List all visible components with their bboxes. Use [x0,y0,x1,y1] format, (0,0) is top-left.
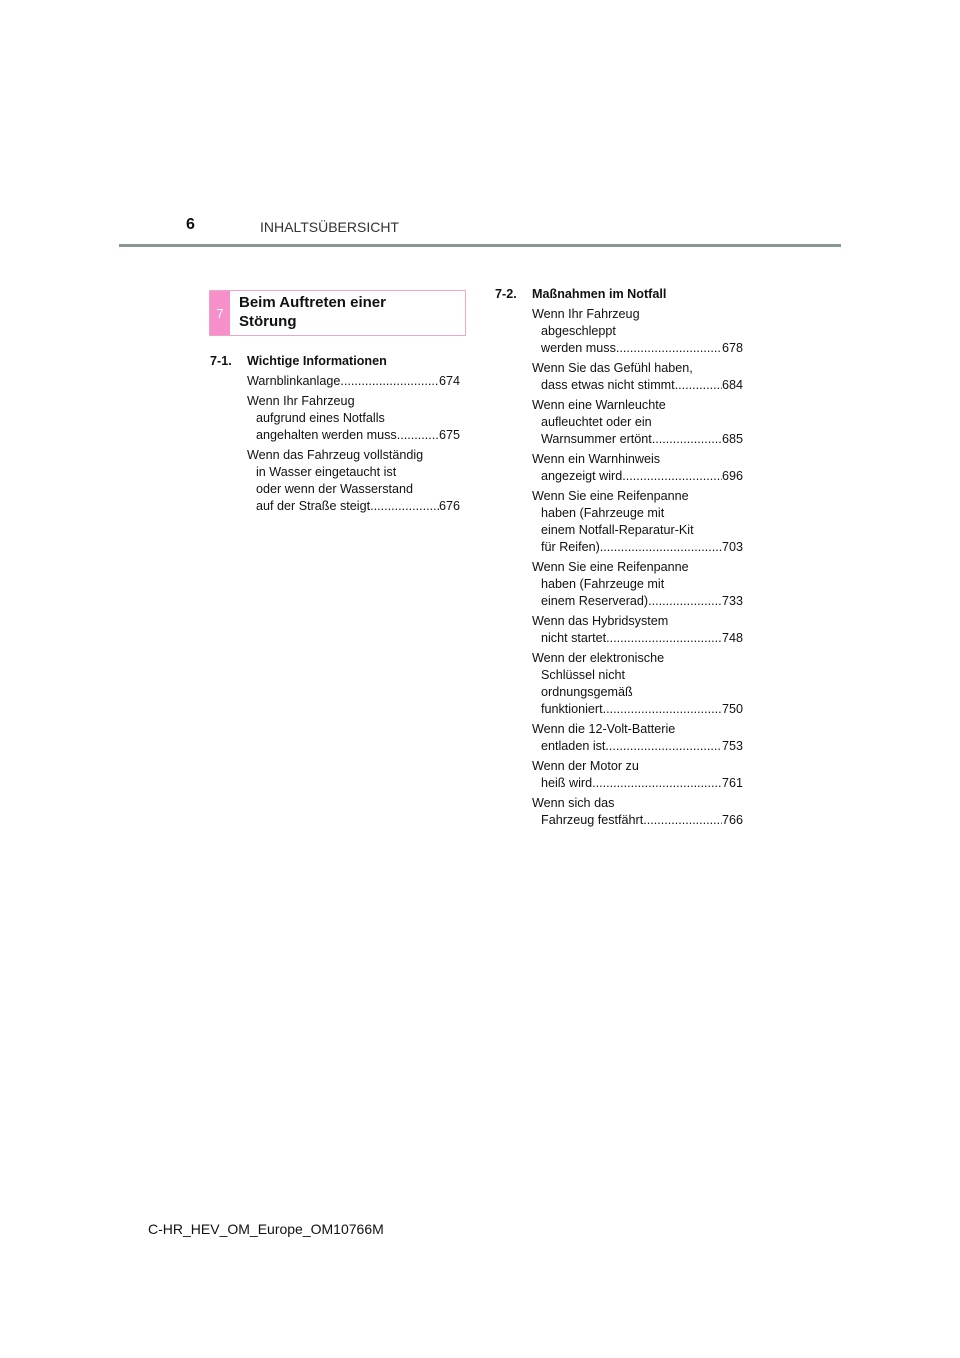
toc-entry[interactable] [532,397,743,448]
dot-leader [592,775,722,792]
toc-entry[interactable] [532,721,743,755]
toc-entry-line: Wenn Sie eine Reifenpanne [532,560,689,574]
toc-entry-line: auf der Straße steigt [256,499,371,513]
toc-entry[interactable] [532,795,743,829]
toc-entry[interactable] [532,451,743,485]
toc-column-left [210,353,460,518]
toc-entry-line: einem Notfall-Reparatur-Kit [541,523,694,537]
toc-entry-line: haben (Fahrzeuge mit [541,506,665,520]
toc-entry[interactable] [532,360,743,394]
toc-entry-line: Wenn der elektronische [532,651,665,665]
toc-page-number: 685 [721,432,743,446]
toc-entry-line: oder wenn der Wasserstand [256,482,414,496]
toc-section-title: Maßnahmen im Notfall [532,287,667,301]
dot-leader [600,539,722,556]
toc-entry-last-line [532,630,743,647]
toc-page-number: 674 [438,374,460,388]
toc-entry-last-line [532,738,743,755]
toc-entry-last-line [532,775,743,792]
toc-column-right [495,286,743,832]
dot-leader [605,738,722,755]
chapter-title-line: Beim Auftreten einer [239,294,386,311]
page-number: 6 [186,216,195,233]
toc-entry-last-line [532,812,743,829]
toc-page-number: 684 [721,378,743,392]
toc-page-number: 676 [438,499,460,513]
toc-entry[interactable] [532,559,743,610]
toc-entry-line: abgeschleppt [541,324,616,338]
chapter-title [239,293,386,331]
toc-entry-line: aufleuchtet oder ein [541,415,652,429]
toc-entry-line: heiß wird [541,776,593,790]
chapter-title-line: Störung [239,313,297,330]
toc-entry-line: Fahrzeug festfährt [541,813,644,827]
header-rule [119,244,841,247]
toc-entry-line: Wenn eine Warnleuchte [532,398,666,412]
toc-entry-line: haben (Fahrzeuge mit [541,577,665,591]
toc-entry-line: Wenn das Hybridsystem [532,614,669,628]
toc-entry-last-line [532,468,743,485]
toc-entry-line: werden muss [541,341,616,355]
toc-entry-line: Wenn sich das [532,796,615,810]
dot-leader [675,377,722,394]
toc-section-number: 7-2. [495,287,517,301]
toc-entry-line: Wenn ein Warnhinweis [532,452,661,466]
toc-page-number: 733 [721,594,743,608]
dot-leader [648,593,722,610]
toc-page-number: 753 [721,739,743,753]
toc-entry-last-line [532,340,743,357]
toc-entry[interactable] [532,488,743,556]
toc-entry-line: nicht startet [541,631,607,645]
toc-entry[interactable] [247,373,460,390]
toc-entry-line: angezeigt wird [541,469,623,483]
toc-page-number: 761 [721,776,743,790]
chapter-number: 7 [216,305,224,321]
toc-entry-line: Wenn Sie eine Reifenpanne [532,489,689,503]
dot-leader [643,812,722,829]
toc-entry-line: Warnsummer ertönt [541,432,652,446]
toc-entry-list [210,373,460,515]
toc-entry-line: angehalten werden muss [256,428,397,442]
toc-entry-list [495,306,743,829]
page-header-title: INHALTSÜBERSICHT [260,219,399,235]
toc-entry-line: Wenn Ihr Fahrzeug [532,307,640,321]
toc-entry-line: Wenn das Fahrzeug vollständig [247,448,424,462]
toc-page-number: 678 [721,341,743,355]
toc-section-title: Wichtige Informationen [247,354,387,368]
toc-page-number: 750 [721,702,743,716]
toc-entry-line: für Reifen) [541,540,600,554]
toc-section-number: 7-1. [210,354,232,368]
toc-entry-line: ordnungsgemäß [541,685,633,699]
toc-page-number: 696 [721,469,743,483]
dot-leader [397,427,439,444]
toc-entry-last-line [532,431,743,448]
toc-entry[interactable] [532,650,743,718]
toc-entry-line: Wenn Ihr Fahrzeug [247,394,355,408]
toc-section-heading [495,286,743,303]
toc-entry[interactable] [532,613,743,647]
dot-leader [652,431,722,448]
toc-entry-line: funktioniert [541,702,603,716]
toc-page-number: 766 [721,813,743,827]
dot-leader [606,630,722,647]
toc-entry[interactable] [532,306,743,357]
footer-document-id: C-HR_HEV_OM_Europe_OM10766M [148,1221,384,1237]
toc-entry-line: einem Reserverad) [541,594,649,608]
toc-entry[interactable] [247,393,460,444]
toc-entry-line: Wenn der Motor zu [532,759,639,773]
dot-leader [616,340,722,357]
dot-leader [622,468,722,485]
dot-leader [603,701,722,718]
dot-leader [340,373,439,390]
toc-entry-last-line [532,539,743,556]
toc-page-number: 748 [721,631,743,645]
toc-entry-line: in Wasser eingetaucht ist [256,465,397,479]
toc-entry-last-line [247,427,460,444]
toc-entry-last-line [532,701,743,718]
toc-page-number: 703 [721,540,743,554]
toc-entry[interactable] [247,447,460,515]
toc-entry-last-line [247,373,460,390]
toc-entry-line: entladen ist [541,739,606,753]
toc-entry-line: Schlüssel nicht [541,668,625,682]
toc-entry-line: aufgrund eines Notfalls [256,411,385,425]
toc-entry-last-line [247,498,460,515]
toc-entry-line: Wenn Sie das Gefühl haben, [532,361,693,375]
chapter-box [209,290,466,336]
toc-entry-last-line [532,377,743,394]
toc-entry-line: dass etwas nicht stimmt [541,378,675,392]
toc-page-number: 675 [438,428,460,442]
toc-entry-line: Wenn die 12-Volt-Batterie [532,722,676,736]
toc-entry-line: Warnblinkanlage [247,374,341,388]
toc-entry-last-line [532,593,743,610]
dot-leader [370,498,439,515]
toc-section-heading [210,353,460,370]
toc-entry[interactable] [532,758,743,792]
